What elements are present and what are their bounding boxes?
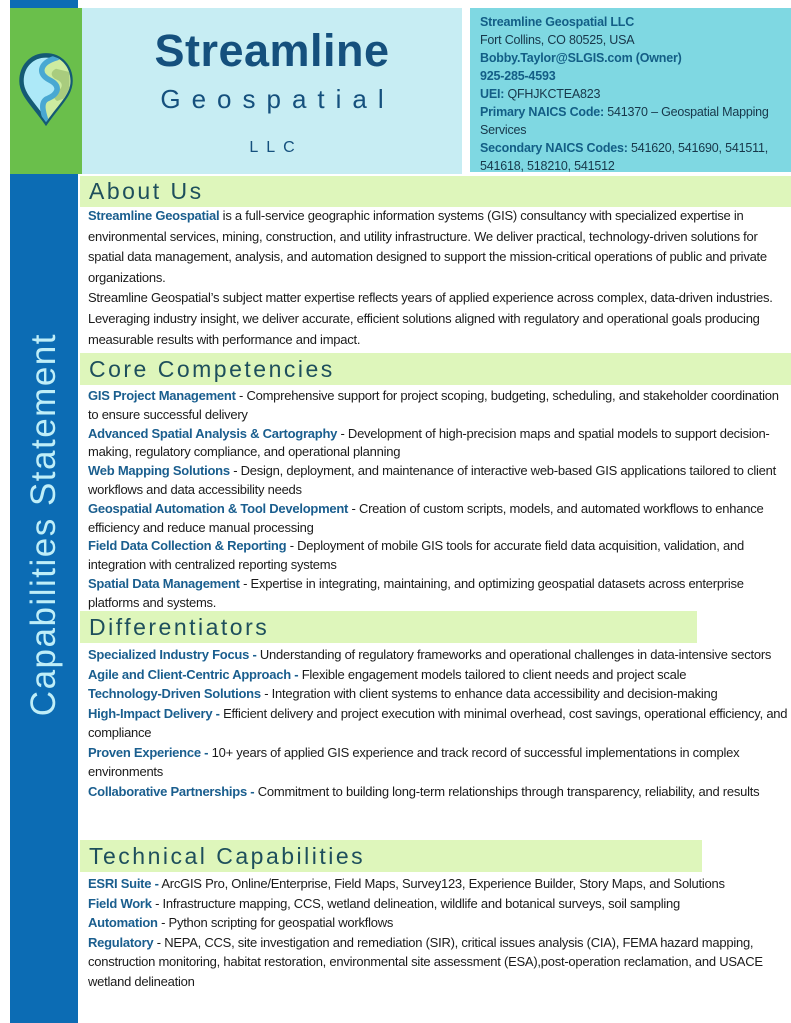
technical-capabilities-list — [88, 874, 788, 1002]
about-paragraph-2: Streamline Geospatial’s subject matter expertise reflects years of applied experience across complex, data-driven industries. Leveraging industry insight, we deliver accurate, efficient solutions aligned with regulatory and operational goals producing measurable results with performance and impact. — [88, 290, 773, 347]
brand-suffix: LLC — [249, 139, 303, 156]
competency-item: Spatial Data Management - Expertise in integrating, maintaining, and optimizing geospatial datasets across enterprise platforms and systems. — [88, 575, 744, 610]
differentiator-item: Agile and Client-Centric Approach - Flexible engagement models tailored to client needs and project scale — [88, 666, 687, 682]
competency-item: GIS Project Management - Comprehensive support for project scoping, budgeting, scheduling, and stakeholder coordination to ensure successful delivery — [88, 388, 779, 422]
about-paragraph-1: Streamline Geospatial is a full-service geographic information systems (GIS) consultancy with specialized expertise in environmental services, mining, construction, and utility infrastructure. We deliver practical, technology-driven solutions for spatial data management, analysis, and automation designed to support the mission-critical operations of public and private organizations. — [88, 208, 767, 285]
contact-phone: 925-285-4593 — [480, 69, 556, 83]
capability-item: Field Work - Infrastructure mapping, CCS, wetland delineation, wildlife and botanical surveys, soil sampling — [88, 895, 680, 911]
contact-company: Streamline Geospatial LLC — [480, 15, 635, 29]
contact-email: Bobby.Taylor@SLGIS.com (Owner) — [480, 51, 682, 65]
section-heading-technical-capabilities: Technical Capabilities — [80, 840, 702, 872]
company-title-block — [82, 8, 462, 174]
competency-item: Web Mapping Solutions - Design, deployment, and maintenance of interactive web-based GIS applications tailored to client workflows and data accessibility needs — [88, 463, 776, 497]
capability-item: Automation - Python scripting for geospatial workflows — [88, 915, 394, 930]
map-pin-river-icon — [18, 52, 74, 130]
contact-info-box — [470, 8, 791, 172]
contact-uei: UEI: QFHJKCTEA823 — [480, 87, 601, 101]
contact-secondary-naics: Secondary NAICS Codes: 541620, 541690, 541511, 541618, 518210, 541512 — [480, 141, 768, 173]
contact-address: Fort Collins, CO 80525, USA — [480, 33, 635, 47]
differentiator-item: High-Impact Delivery - Efficient delivery and project execution with minimal overhead, cost savings, operational efficiency, and compliance — [88, 705, 788, 740]
differentiator-item: Collaborative Partnerships - Commitment to building long-term relationships through transparency, reliability, and results — [88, 783, 760, 799]
competency-item: Geospatial Automation & Tool Development - Creation of custom scripts, models, and automated workflows to enhance efficiency and reduce manual processing — [88, 500, 764, 535]
core-competencies-list — [88, 387, 788, 610]
differentiators-list — [88, 645, 788, 839]
capability-item: Regulatory - NEPA, CCS, site investigation and remediation (SIR), critical issues analysis (CIA), FEMA hazard mapping, construction monitoring, habitat restoration, environmental site assessment (ESA),post-operation reclamation, and USACE wetland delineation — [88, 934, 763, 989]
section-heading-about-us: About Us — [80, 176, 791, 207]
differentiator-item: Proven Experience - 10+ years of applied GIS experience and track record of successful implementations in complex environments — [88, 744, 740, 779]
differentiator-item: Specialized Industry Focus - Understanding of regulatory frameworks and operational challenges in data-intensive sectors — [88, 647, 772, 662]
section-heading-core-competencies: Core Competencies — [80, 353, 791, 385]
brand-name: Streamline — [154, 25, 390, 76]
company-logo — [10, 8, 82, 174]
contact-primary-naics: Primary NAICS Code: 541370 – Geospatial Mapping Services — [480, 105, 769, 137]
competency-item: Field Data Collection & Reporting - Deployment of mobile GIS tools for accurate field data acquisition, validation, and integration with centralized reporting systems — [88, 538, 744, 573]
capability-item: ESRI Suite - ArcGIS Pro, Online/Enterprise, Field Maps, Survey123, Experience Builder, Story Maps, and Solutions — [88, 876, 725, 891]
brand-subname: Geospatial — [160, 84, 395, 114]
section-heading-differentiators: Differentiators — [80, 611, 697, 643]
about-us-text — [88, 206, 788, 352]
sidebar-vertical-label: Capabilities Statement — [24, 332, 63, 717]
differentiator-item: Technology-Driven Solutions - Integration with client systems to enhance data accessibility and decision-making — [88, 686, 718, 701]
competency-item: Advanced Spatial Analysis & Cartography - Development of high-precision maps and spatial models to support decision-making, regulatory compliance, and operational planning — [88, 425, 770, 460]
